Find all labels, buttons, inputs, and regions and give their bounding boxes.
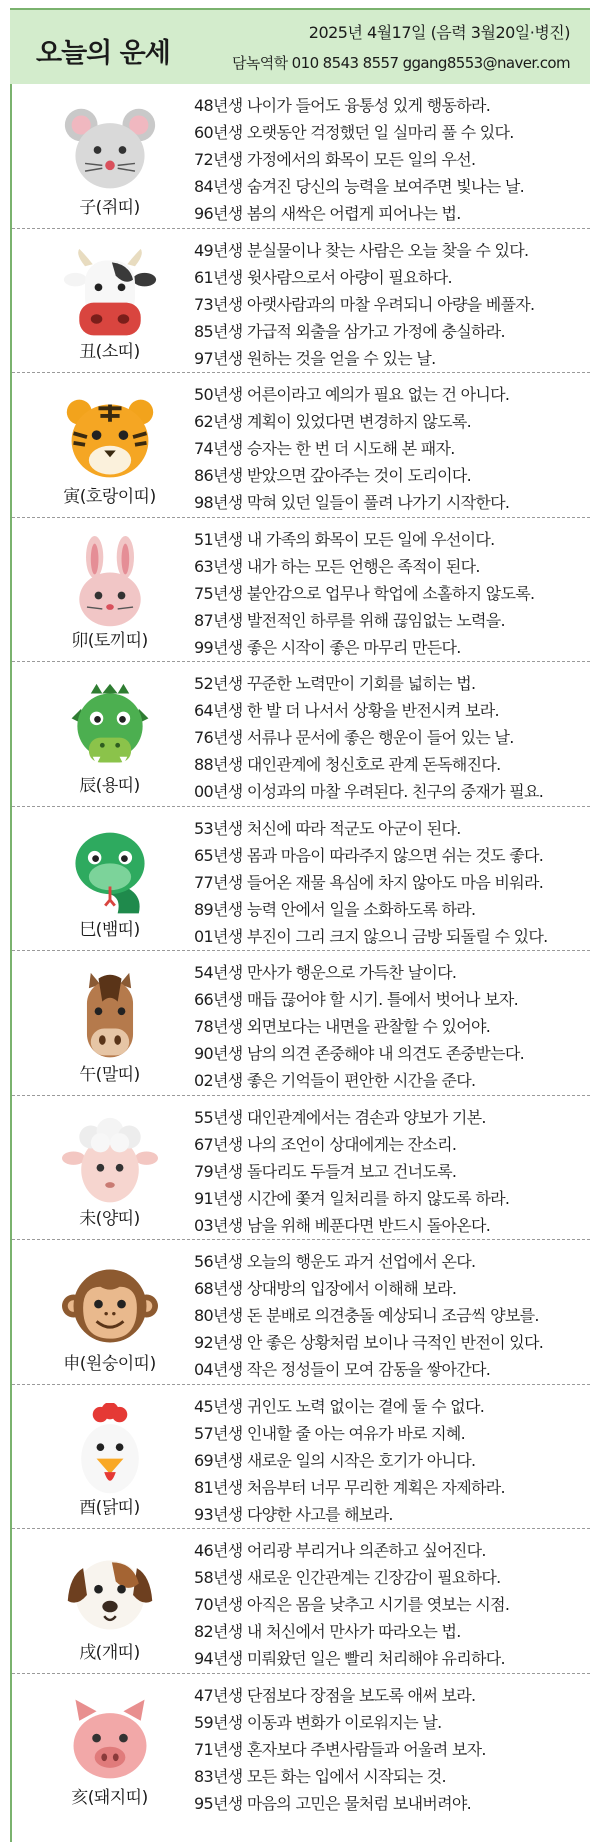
horse-icon [62,969,158,1065]
zodiac-label: 午(말띠) [79,1064,140,1085]
fortune-line: 94년생 미뤄왔던 일은 빨리 처리해야 유리하다. [194,1649,505,1668]
rat-icon [62,102,158,198]
fortune-lines [194,815,586,950]
zodiac-row-dog [12,1529,590,1674]
fortune-line: 90년생 남의 의견 존중해야 내 의견도 존중받는다. [194,1044,525,1063]
fortune-line: 60년생 오랫동안 걱정했던 일 실마리 풀 수 있다. [194,123,514,142]
fortune-line: 85년생 가급적 외출을 삼가고 가정에 충실하라. [194,321,505,341]
fortune-line: 58년생 새로운 인간관계는 긴장감이 필요하다. [194,1568,501,1587]
zodiac-label: 未(양띠) [79,1209,140,1229]
fortune-line: 97년생 원하는 것을 얻을 수 있는 날. [194,348,436,368]
page-title: 오늘의 운세 [36,38,170,69]
monkey-icon [62,1258,158,1354]
zodiac-label: 子(쥐띠) [79,197,140,218]
fortune-line: 52년생 꾸준한 노력만이 기회를 넓히는 법. [194,674,476,693]
zodiac-row-rat [12,84,590,229]
fortune-line: 61년생 윗사람으로서 아량이 필요하다. [194,267,452,287]
zodiac-label: 卯(토끼띠) [71,631,148,651]
snake-icon [62,825,158,921]
fortune-line: 89년생 능력 안에서 일을 소화하도록 하라. [194,899,476,919]
dragon-icon [62,680,158,776]
contact-line: 담녹역학 010 8543 8557 ggang8553@naver.com [231,54,570,72]
fortune-line: 98년생 막혀 있던 일들이 풀려 나가기 시작한다. [194,493,510,512]
zodiac-row-horse [12,951,590,1096]
fortune-line: 77년생 들어온 재물 욕심에 차지 않아도 마음 비워라. [194,872,544,892]
fortune-line: 76년생 서류나 문서에 좋은 행운이 들어 있는 날. [194,728,514,747]
fortune-lines [194,237,586,372]
fortune-line: 71년생 혼자보다 주변사람들과 어울려 보자. [194,1739,486,1759]
fortune-line: 62년생 계획이 있었다면 변경하지 않도록. [194,412,471,431]
fortune-line: 02년생 좋은 기억들이 편안한 시간을 준다. [194,1071,476,1090]
fortune-line: 99년생 좋은 시작이 좋은 마무리 만든다. [194,637,461,657]
fortune-line: 48년생 나이가 들어도 융통성 있게 행동하라. [194,96,491,115]
fortune-line: 65년생 몸과 마음이 따라주지 않으면 쉬는 것도 좋다. [194,845,544,865]
zodiac-row-monkey [12,1240,590,1385]
fortune-line: 00년생 이성과의 마찰 우려된다. 친구의 중재가 필요. [194,782,544,801]
rabbit-icon [62,536,158,632]
pig-icon [62,1692,158,1788]
dog-icon [62,1547,158,1643]
fortune-line: 45년생 귀인도 노력 없이는 곁에 둘 수 없다. [194,1396,485,1416]
ox-icon [62,247,158,343]
fortune-lines [194,1104,586,1239]
fortune-line: 63년생 내가 하는 모든 언행은 족적이 된다. [194,556,480,576]
fortune-line: 56년생 오늘의 행운도 과거 선업에서 온다. [194,1252,476,1271]
header-bar [10,8,590,84]
fortune-line: 69년생 새로운 일의 시작은 호기가 아니다. [194,1450,476,1470]
zodiac-row-sheep [12,1096,590,1241]
sheep-icon [62,1114,158,1210]
zodiac-label: 亥(돼지띠) [71,1788,148,1808]
zodiac-label: 丑(소띠) [79,342,140,362]
zodiac-row-rooster [12,1385,590,1530]
fortune-lines [194,381,586,516]
zodiac-label: 戌(개띠) [79,1642,140,1663]
fortune-line: 53년생 처신에 따라 적군도 아군이 된다. [194,818,461,838]
fortune-line: 74년생 승자는 한 번 더 시도해 본 패자. [194,439,455,458]
fortune-line: 81년생 처음부터 너무 무리한 계획은 자제하라. [194,1477,505,1497]
zodiac-row-snake [12,807,590,952]
zodiac-label: 酉(닭띠) [79,1498,140,1518]
fortune-line: 78년생 외면보다는 내면을 관찰할 수 있어야. [194,1017,491,1036]
zodiac-label: 寅(호랑이띠) [63,486,156,507]
tiger-icon [62,391,158,487]
fortune-line: 66년생 매듭 끊어야 할 시기. 틀에서 벗어나 보자. [194,990,519,1009]
fortune-line: 70년생 아직은 몸을 낮추고 시기를 엿보는 시점. [194,1595,510,1614]
zodiac-row-tiger [12,373,590,518]
zodiac-row-pig [12,1674,590,1819]
fortune-line: 73년생 아랫사람과의 마찰 우려되니 아량을 베풀자. [194,294,535,314]
fortune-lines [194,670,586,805]
fortune-line: 46년생 어리광 부리거나 의존하고 싶어진다. [194,1541,486,1560]
fortune-line: 91년생 시간에 쫓겨 일처리를 하지 않도록 하라. [194,1188,510,1208]
fortune-line: 79년생 돌다리도 두들겨 보고 건너도록. [194,1161,457,1181]
fortune-lines [194,959,586,1094]
fortune-line: 92년생 안 좋은 상황처럼 보이나 극적인 반전이 있다. [194,1333,544,1352]
fortune-lines [194,526,586,661]
zodiac-row-rabbit [12,518,590,663]
zodiac-row-dragon [12,662,590,807]
fortune-lines [194,1682,586,1817]
date-line: 2025년 4월17일 (음력 3월20일·병진) [308,23,570,42]
fortune-line: 80년생 돈 분배로 의견충돌 예상되니 조금씩 양보를. [194,1306,539,1325]
fortune-lines [194,92,586,227]
fortune-line: 55년생 대인관계에서는 겸손과 양보가 기본. [194,1107,486,1127]
zodiac-label: 巳(뱀띠) [79,920,140,940]
fortune-line: 50년생 어른이라고 예의가 필요 없는 건 아니다. [194,385,510,404]
fortune-line: 75년생 불안감으로 업무나 학업에 소홀하지 않도록. [194,583,535,603]
fortune-line: 82년생 내 처신에서 만사가 따라오는 법. [194,1622,461,1641]
fortune-line: 51년생 내 가족의 화목이 모든 일에 우선이다. [194,529,495,549]
fortune-lines [194,1393,586,1528]
fortune-list [10,84,590,1842]
fortune-line: 72년생 가정에서의 화목이 모든 일의 우선. [194,150,476,169]
fortune-line: 84년생 숨겨진 당신의 능력을 보여주면 빛나는 날. [194,177,525,196]
fortune-line: 93년생 다양한 사고를 해보라. [194,1504,393,1524]
fortune-lines [194,1248,586,1383]
fortune-line: 54년생 만사가 행운으로 가득찬 날이다. [194,963,457,982]
fortune-line: 04년생 작은 정성들이 모여 감동을 쌓아간다. [194,1360,491,1379]
zodiac-row-ox [12,229,590,374]
fortune-line: 87년생 발전적인 하루를 위해 끊임없는 노력을. [194,610,505,630]
fortune-lines [194,1537,586,1672]
fortune-line: 03년생 남을 위해 베푼다면 반드시 돌아온다. [194,1215,491,1235]
fortune-line: 57년생 인내할 줄 아는 여유가 바로 지혜. [194,1423,466,1443]
fortune-line: 96년생 봄의 새싹은 어렵게 피어나는 법. [194,204,461,223]
fortune-line: 83년생 모든 화는 입에서 시작되는 것. [194,1766,446,1786]
zodiac-label: 辰(용띠) [79,775,140,796]
fortune-line: 49년생 분실물이나 찾는 사람은 오늘 찾을 수 있다. [194,240,529,260]
fortune-line: 47년생 단점보다 장점을 보도록 애써 보라. [194,1685,476,1705]
fortune-line: 64년생 한 발 더 나서서 상황을 반전시켜 보라. [194,701,499,720]
fortune-line: 01년생 부진이 그리 크지 않으니 금방 되돌릴 수 있다. [194,926,548,946]
rooster-icon [62,1403,158,1499]
fortune-line: 67년생 나의 조언이 상대에게는 잔소리. [194,1134,457,1154]
zodiac-label: 申(원숭이띠) [63,1353,156,1374]
fortune-line: 59년생 이동과 변화가 이로워지는 날. [194,1712,442,1732]
fortune-line: 68년생 상대방의 입장에서 이해해 보라. [194,1279,457,1298]
fortune-line: 88년생 대인관계에 청신호로 관계 돈독해진다. [194,755,501,774]
fortune-line: 95년생 마음의 고민은 물처럼 보내버려야. [194,1793,471,1813]
fortune-line: 86년생 받았으면 갚아주는 것이 도리이다. [194,466,471,485]
